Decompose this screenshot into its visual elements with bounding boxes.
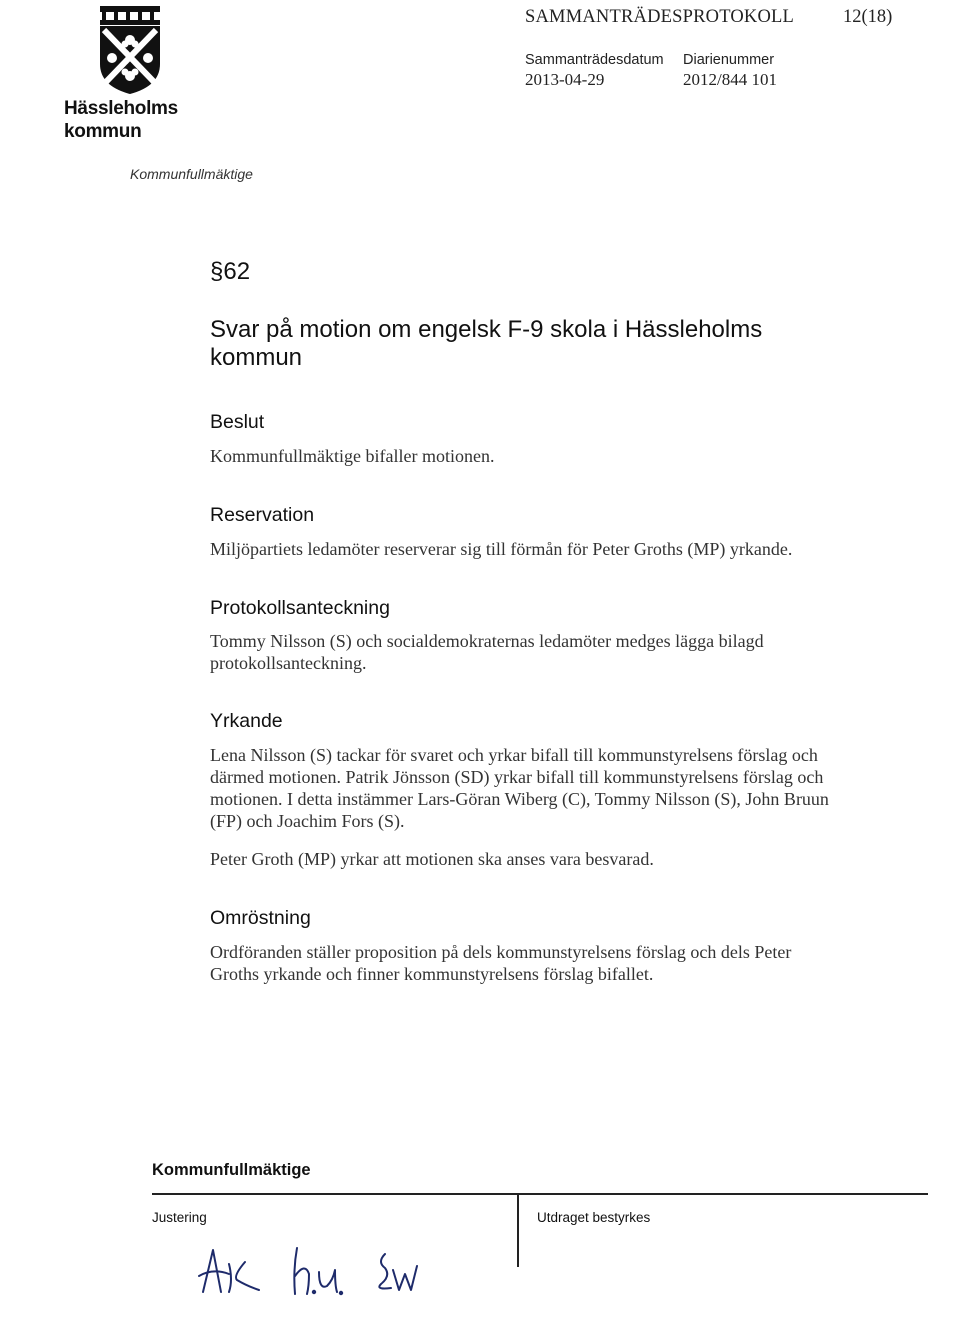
signature-stroke bbox=[236, 1262, 259, 1290]
heading-reservation: Reservation bbox=[210, 504, 315, 526]
document-type: SAMMANTRÄDESPROTOKOLL bbox=[525, 7, 795, 27]
paragraph-yrkande-1: Lena Nilsson (S) tackar för svaret och yrkar bifall till kommunstyrelsens förslag och därmed motionen. Patrik Jönsson (SD) yrkar bifall till kommunstyrelsens förslag och motionen. I detta instämmer Lars-Göran Wiberg (C), Tommy Nilsson (S), John Bruun (FP) och Joachim Fors (S). bbox=[210, 745, 829, 831]
section-number-value: 62 bbox=[223, 258, 251, 285]
section-number bbox=[210, 258, 250, 286]
paragraph-yrkande-2: Peter Groth (MP) yrkar att motionen ska anses vara besvarad. bbox=[210, 849, 654, 869]
diary-value: 2012/844 101 bbox=[683, 70, 777, 89]
paragraph-reservation: Miljöpartiets ledamöter reserverar sig till förmån för Peter Groths (MP) yrkande. bbox=[210, 539, 793, 559]
logo-name-line2: kommun bbox=[64, 121, 142, 142]
footer-org: Kommunfullmäktige bbox=[152, 1161, 311, 1179]
footer-divider bbox=[152, 1193, 928, 1195]
heading-protokollsanteckning: Protokollsanteckning bbox=[210, 597, 390, 619]
page-title: Svar på motion om engelsk F-9 skola i Hässleholms kommun bbox=[210, 316, 763, 371]
footer-column-divider bbox=[517, 1193, 519, 1267]
page-number: 12(18) bbox=[843, 7, 893, 27]
diary-label: Diarienummer bbox=[683, 52, 775, 68]
signature-stroke bbox=[379, 1254, 391, 1289]
logo-name-line1: Hässleholms bbox=[64, 98, 178, 119]
heading-beslut: Beslut bbox=[210, 411, 265, 433]
coat-of-arms-icon bbox=[98, 6, 162, 96]
signature-initials bbox=[195, 1240, 435, 1300]
heading-yrkande: Yrkande bbox=[210, 710, 283, 732]
justering-label: Justering bbox=[152, 1210, 207, 1225]
date-label: Sammanträdesdatum bbox=[525, 52, 664, 68]
utdrag-label: Utdraget bestyrkes bbox=[537, 1210, 651, 1225]
paragraph-sign-icon: § bbox=[210, 258, 224, 285]
paragraph-protokollsanteckning: Tommy Nilsson (S) och socialdemokraternas ledamöter medges lägga bilagd protokollsanteckning. bbox=[210, 631, 764, 673]
org-label: Kommunfullmäktige bbox=[130, 166, 253, 182]
signature-stroke bbox=[393, 1266, 417, 1290]
signature-stroke bbox=[295, 1268, 309, 1294]
signature-stroke bbox=[294, 1248, 297, 1294]
signature-stroke bbox=[319, 1270, 337, 1292]
paragraph-omrostning: Ordföranden ställer proposition på dels kommunstyrelsens förslag och dels Peter Groths yrkande och finner kommunstyrelsens förslag bifallet. bbox=[210, 942, 792, 984]
date-value: 2013-04-29 bbox=[525, 70, 605, 89]
signature-stroke bbox=[199, 1271, 229, 1276]
signature-stroke bbox=[229, 1264, 231, 1292]
heading-omrostning: Omröstning bbox=[210, 907, 311, 929]
paragraph-beslut: Kommunfullmäktige bifaller motionen. bbox=[210, 446, 495, 466]
